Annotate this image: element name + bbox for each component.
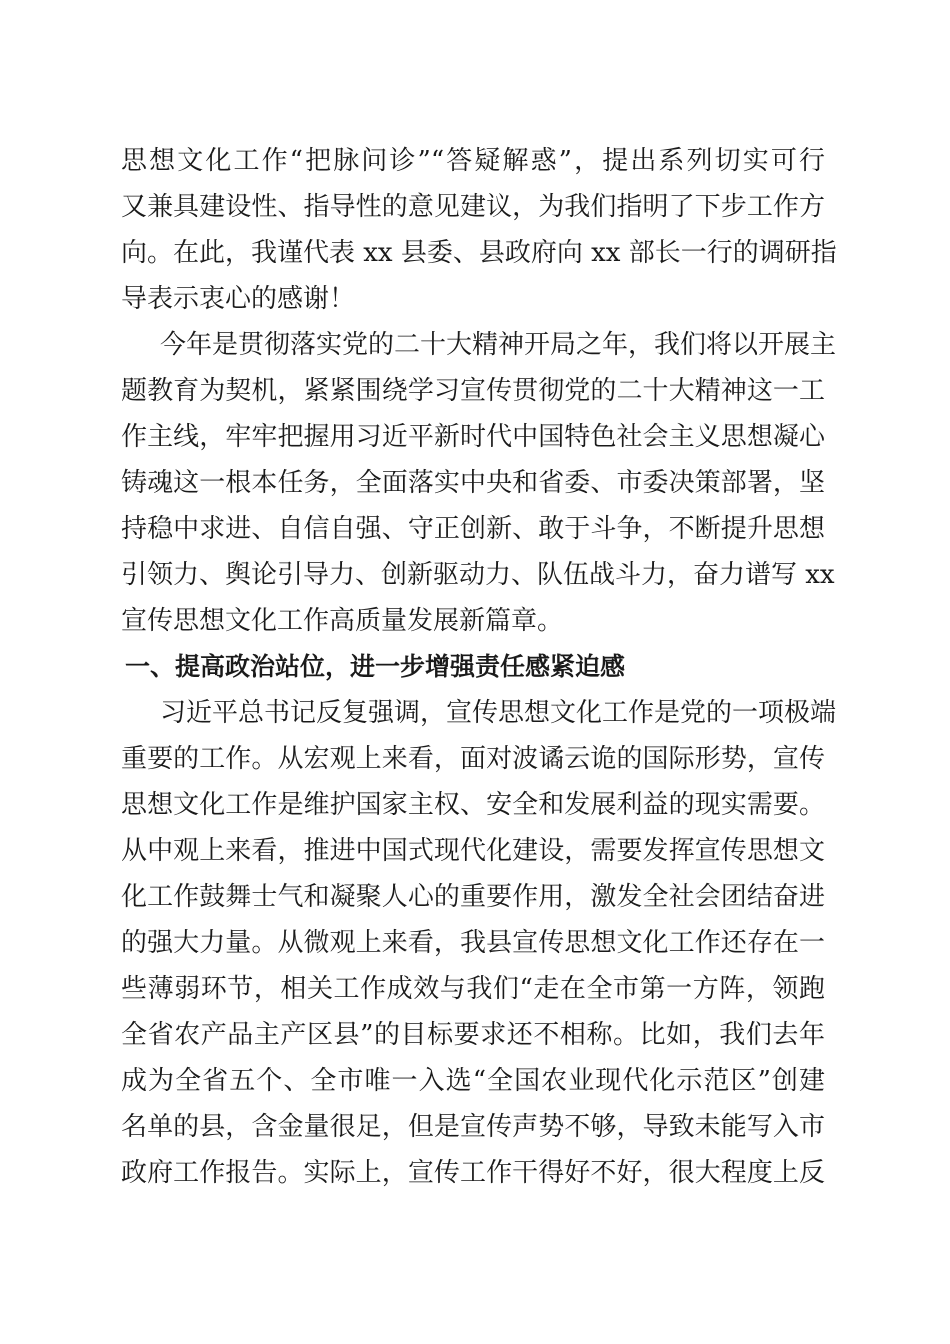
text-line: 些薄弱环节，相关工作成效与我们“走在全市第一方阵，领跑 (121, 974, 825, 1004)
text-line: 名单的县，含金量很足，但是宣传声势不够，导致未能写入市 (121, 1112, 825, 1142)
text-line: 题教育为契机，紧紧围绕学习宣传贯彻党的二十大精神这一工 (121, 376, 825, 406)
text-line: 从中观上来看，推进中国式现代化建设，需要发挥宣传思想文 (121, 836, 825, 866)
text-line: 化工作鼓舞士气和凝聚人心的重要作用，激发全社会团结奋进 (121, 882, 825, 912)
text-line: 向。在此，我谨代表 xx 县委、县政府向 xx 部长一行的调研指 (121, 238, 837, 268)
text-line: 宣传思想文化工作高质量发展新篇章。 (121, 606, 564, 636)
text-line: 铸魂这一根本任务，全面落实中央和省委、市委决策部署，坚 (121, 468, 825, 498)
text-line: 政府工作报告。实际上，宣传工作干得好不好，很大程度上反 (121, 1158, 825, 1188)
text-line: 全省农产品主产区县”的目标要求还不相称。比如，我们去年 (121, 1020, 825, 1050)
text-line: 的强大力量。从微观上来看，我县宣传思想文化工作还存在一 (121, 928, 825, 958)
text-line: 思想文化工作是维护国家主权、安全和发展利益的现实需要。 (121, 790, 825, 820)
section-heading: 一、提高政治站位，进一步增强责任感紧迫感 (125, 652, 626, 681)
text-line: 思想文化工作“把脉问诊”“答疑解惑”，提出系列切实可行 (121, 146, 825, 176)
text-line: 重要的工作。从宏观上来看，面对波谲云诡的国际形势，宣传 (121, 744, 825, 774)
text-line: 今年是贯彻落实党的二十大精神开局之年，我们将以开展主 (160, 330, 837, 360)
text-line: 持稳中求进、自信自强、守正创新、敢于斗争，不断提升思想 (121, 514, 825, 544)
text-line: 又兼具建设性、指导性的意见建议，为我们指明了下步工作方 (121, 192, 825, 222)
text-line: 习近平总书记反复强调，宣传思想文化工作是党的一项极端 (160, 698, 837, 728)
text-line: 成为全省五个、全市唯一入选“全国农业现代化示范区”创建 (121, 1066, 825, 1096)
text-line: 导表示衷心的感谢！ (121, 284, 356, 314)
text-line: 作主线，牢牢把握用习近平新时代中国特色社会主义思想凝心 (121, 422, 825, 452)
text-line: 引领力、舆论引导力、创新驱动力、队伍战斗力，奋力谱写 xx (121, 560, 835, 590)
